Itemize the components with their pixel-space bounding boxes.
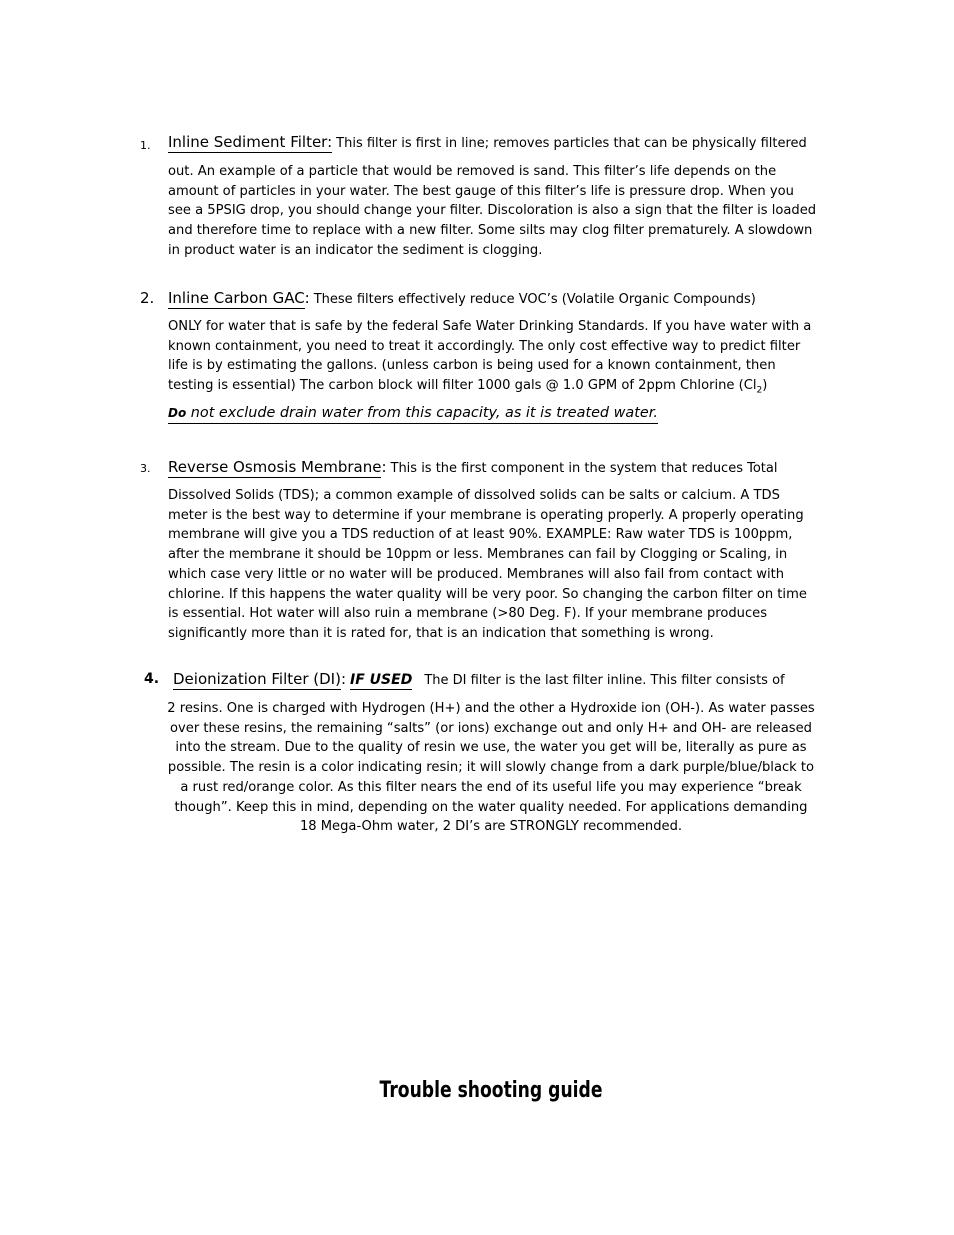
section-4-colon: : bbox=[340, 670, 347, 688]
section-2-body: ONLY for water that is safe by the federal Safe Water Drinking Standards. If you have water with a known containment, you need to treat it accordingly. The only cost effective way to predict filter life is by estimating the gallons. (unless carbon is being used for a known containment, then testing is essential) The carbon block will filter 1000 gals @ 1.0 GPM of 2ppm Chlorine $(Cl_2)$ bbox=[168, 319, 812, 396]
section-2-heading: Inline Carbon GAC bbox=[168, 289, 305, 307]
section-4-number: 4. bbox=[144, 671, 160, 687]
section-4-intro: The DI filter is the last filter inline. This filter consists of bbox=[424, 673, 785, 688]
section-1-intro: This filter is first in line; removes particles that can be physically filtered bbox=[336, 136, 807, 151]
section-1-body: out. An example of a particle that would be removed is sand. This filter’s life depends on the amount of particles in your water. The best gauge of this filter’s life is pressure drop. When you see a 5PSIG drop, you should change your filter. Discoloration is also a sign that the filter is loaded and therefore time to replace with a new filter. Some silts may clog filter prematurely. A slowdown in product water is an indicator the sediment is clogging. bbox=[168, 164, 817, 258]
drain-water-warning bbox=[168, 404, 658, 424]
section-1 bbox=[168, 133, 818, 261]
section-1-number: 1. bbox=[140, 139, 151, 152]
section-3-colon: : bbox=[381, 458, 387, 476]
section-4 bbox=[166, 692, 816, 837]
section-3-intro: This is the first component in the system that reduces Total bbox=[390, 461, 778, 476]
section-3-number: 3. bbox=[140, 462, 151, 475]
section-2 bbox=[168, 288, 818, 424]
section-4-heading: Deionization Filter (DI) bbox=[173, 670, 341, 688]
section-1-heading: Inline Sediment Filter: bbox=[168, 133, 333, 151]
warning-do: Do bbox=[168, 406, 187, 421]
section-3 bbox=[168, 457, 818, 644]
if-used-label: IF USED bbox=[350, 672, 413, 688]
section-4-header bbox=[173, 669, 818, 691]
section-2-colon: : bbox=[304, 289, 310, 307]
warning-text: not exclude drain water from this capacity, as it is treated water. bbox=[186, 405, 658, 422]
section-2-number: 2. bbox=[140, 289, 155, 307]
trouble-shooting-title: Trouble shooting guide bbox=[379, 1078, 603, 1103]
section-4-body: 2 resins. One is charged with Hydrogen (H+) and the other a Hydroxide ion (OH-). As water passes over these resins, the remaining “salts” (or ions) exchange out and only H+ and OH- are released into the stream. Due to the quality of resin we use, the water you get will be, literally as pure as possible. The resin is a color indicating resin; it will slowly change from a dark purple/blue/black to a rust red/orange color. As this filter nears the end of its useful life you may experience “break though”. Keep this in mind, depending on the water quality needed. For applications demanding 18 Mega-Ohm water, 2 DI’s are STRONGLY recommended. bbox=[167, 701, 815, 835]
section-3-heading: Reverse Osmosis Membrane bbox=[168, 458, 382, 476]
section-3-body: Dissolved Solids (TDS); a common example of dissolved solids can be salts or calcium. A TDS meter is the best way to determine if your membrane is operating properly. A properly operating membrane will give you a TDS reduction of at least 90%. EXAMPLE: Raw water TDS is 100ppm, after the membrane it should be 10ppm or less. Membranes can fail by Clogging or Scaling, in which case very little or no water will be produced. Membranes will also fail from contact with chlorine. If this happens the water quality will be very poor. So changing the carbon filter on time is essential. Hot water will also ruin a membrane (>80 Deg. F). If your membrane produces significantly more than it is rated for, that is an indication that something is wrong. bbox=[168, 488, 807, 641]
section-2-intro: These filters effectively reduce VOC’s (Volatile Organic Compounds) bbox=[313, 292, 756, 307]
